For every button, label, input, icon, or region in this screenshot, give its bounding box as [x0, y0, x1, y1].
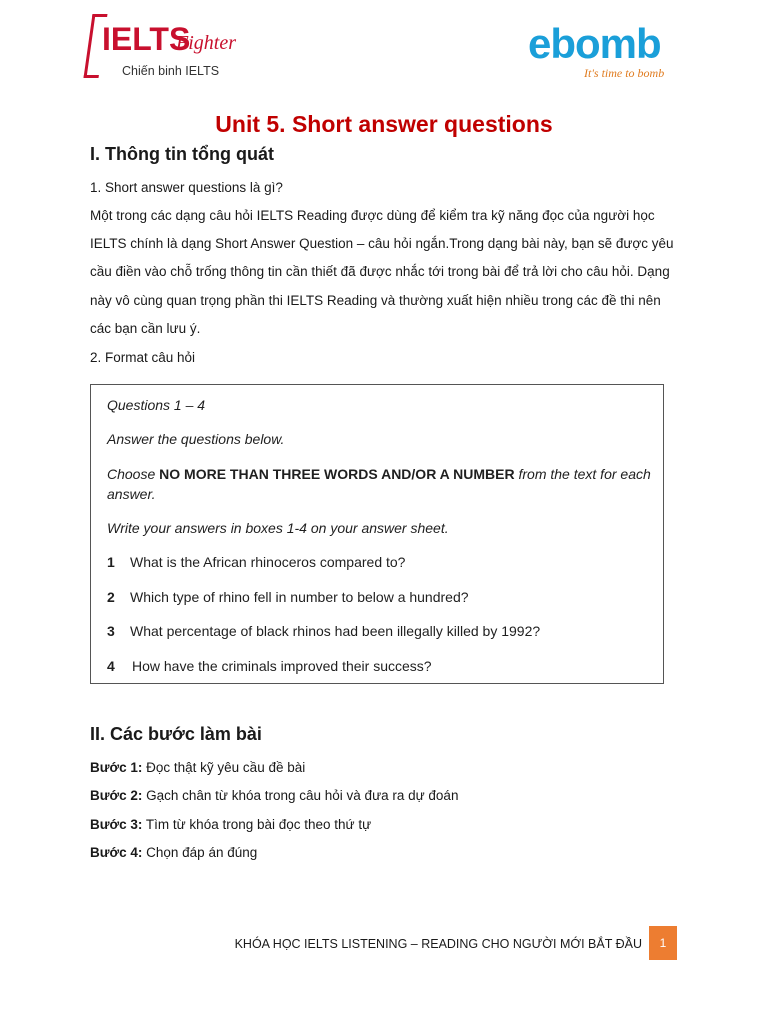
choose-line [107, 464, 657, 484]
question-number: 4 [107, 658, 115, 674]
step-text: Chọn đáp án đúng [142, 845, 258, 860]
question-text: What is the African rhinoceros compared to? [130, 554, 406, 570]
step-label: Bước 2: [90, 788, 143, 803]
step-item [90, 787, 458, 805]
choose-suffix: from the text for each [514, 466, 651, 482]
choose-bold: NO MORE THAN THREE WORDS AND/OR A NUMBER [159, 466, 515, 482]
step-text: Gạch chân từ khóa trong câu hỏi và đưa ra dự đoán [142, 788, 459, 803]
paragraph-line-3: cầu điền vào chỗ trống thông tin cần thiết đã được nhắc tới trong bài để trả lời cho câu hỏi. Dạng [90, 264, 670, 279]
section-1-heading: I. Thông tin tổng quát [90, 144, 274, 164]
paragraph-line-5: các bạn cần lưu ý. [90, 321, 201, 336]
step-label: Bước 3: [90, 817, 143, 832]
question-box [90, 384, 664, 684]
paragraph-line-2: IELTS chính là dạng Short Answer Question – câu hỏi ngắn.Trong dạng bài này, bạn sẽ được yêu [90, 236, 674, 251]
question-number: 2 [107, 589, 115, 605]
footer-course-title: KHÓA HỌC IELTS LISTENING – READING CHO NGƯỜI MỚI BẮT ĐẦU [234, 937, 642, 951]
step-text: Tìm từ khóa trong bài đọc theo thứ tự [142, 817, 372, 832]
question-instruction: Answer the questions below. [107, 431, 285, 447]
question-range: Questions 1 – 4 [107, 397, 206, 413]
q1-label: 1. Short answer questions là gì? [90, 180, 283, 195]
logo-subtitle: Chiến binh IELTS [122, 64, 220, 78]
choose-prefix: Choose [107, 466, 160, 482]
choose-line-2: answer. [107, 486, 156, 502]
step-text: Đọc thật kỹ yêu cầu đề bài [142, 760, 306, 775]
step-item [90, 759, 305, 777]
write-line: Write your answers in boxes 1-4 on your answer sheet. [107, 520, 449, 536]
page-title: Unit 5. Short answer questions [215, 111, 553, 137]
section-2-heading: II. Các bước làm bài [90, 724, 262, 744]
question-text: Which type of rhino fell in number to below a hundred? [130, 589, 469, 605]
paragraph-line-1: Một trong các dạng câu hỏi IELTS Reading được dùng để kiểm tra kỹ năng đọc của người học [90, 208, 655, 223]
ebomb-tagline: It's time to bomb [584, 66, 665, 80]
question-text: What percentage of black rhinos had been illegally killed by 1992? [130, 623, 541, 639]
step-item [90, 816, 371, 834]
logo-ielts-word: IELTS [102, 21, 191, 57]
paragraph-line-4: này vô cùng quan trọng phần thi IELTS Reading và thường xuất hiện nhiều trong các đề thi nên [90, 293, 661, 308]
step-item [90, 844, 257, 862]
question-text: How have the criminals improved their success? [132, 658, 432, 674]
page-number-badge: 1 [649, 926, 677, 960]
question-number: 1 [107, 554, 115, 570]
ielts-fighter-logo [88, 10, 248, 82]
ebomb-word: ebomb [528, 20, 661, 67]
step-label: Bước 1: [90, 760, 143, 775]
question-number: 3 [107, 623, 115, 639]
logo-fighter-word: Fighter [176, 32, 236, 54]
q2-label: 2. Format câu hỏi [90, 350, 196, 365]
ebomb-logo [528, 22, 688, 82]
step-label: Bước 4: [90, 845, 143, 860]
page-header [0, 0, 768, 95]
